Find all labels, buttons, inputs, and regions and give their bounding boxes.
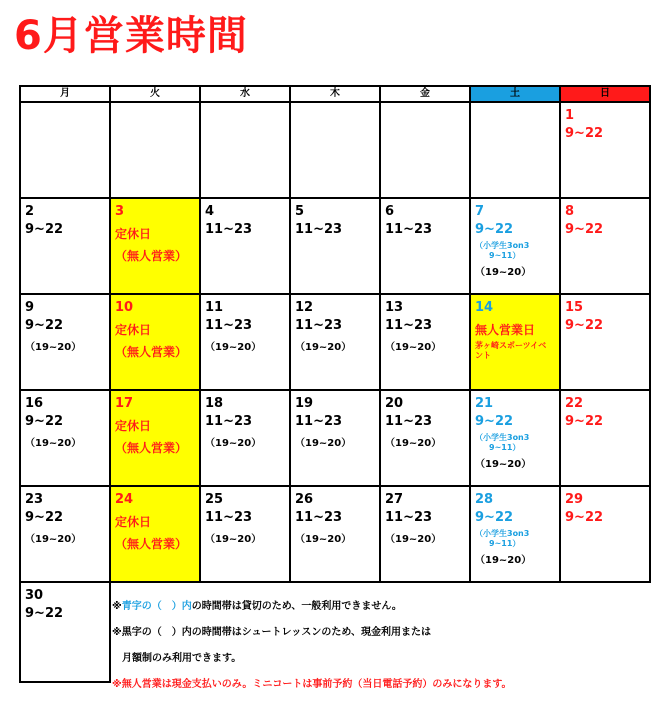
hours-text: 9~22	[565, 510, 604, 525]
day-cell-empty	[110, 102, 200, 198]
week-row-5	[20, 486, 650, 582]
day-number: 16	[25, 396, 44, 411]
day-cell-13	[380, 294, 470, 390]
lesson-time: （19~20）	[25, 438, 82, 449]
day-cell-19	[290, 390, 380, 486]
day-number: 20	[385, 396, 404, 411]
reserved-time: 9~11）	[489, 539, 521, 548]
unmanned-label: （無人営業）	[115, 537, 188, 551]
day-cell-empty	[200, 102, 290, 198]
day-cell-17	[110, 390, 200, 486]
day-number: 8	[565, 204, 575, 219]
week-row-3	[20, 294, 650, 390]
day-cell-empty	[290, 102, 380, 198]
day-cell-26	[290, 486, 380, 582]
day-number: 26	[295, 492, 314, 507]
weekday-tue: 火	[110, 86, 200, 102]
unmanned-day-label: 無人営業日	[475, 323, 536, 337]
day-cell-30	[20, 582, 110, 682]
day-cell-24	[110, 486, 200, 582]
week-row-2	[20, 198, 650, 294]
lesson-time: （19~20）	[295, 342, 352, 353]
hours-text: 11~23	[205, 510, 253, 525]
hours-text: 11~23	[295, 414, 343, 429]
note-line-1: ※青字の（ ）内の時間帯は貸切のため、一般利用できません。	[112, 601, 402, 612]
day-cell-empty	[380, 102, 470, 198]
hours-text: 11~23	[295, 222, 343, 237]
day-number: 18	[205, 396, 224, 411]
day-cell-3	[110, 198, 200, 294]
weekday-mon: 月	[20, 86, 110, 102]
lesson-time: （19~20）	[475, 459, 532, 470]
event-note: 茅ヶ崎スポーツイベ	[475, 341, 547, 350]
lesson-time: （19~20）	[385, 438, 442, 449]
day-cell-18	[200, 390, 290, 486]
unmanned-label: （無人営業）	[115, 249, 188, 263]
day-number: 1	[565, 108, 575, 123]
hours-text: 9~22	[565, 318, 604, 333]
day-cell-28	[470, 486, 560, 582]
day-number: 27	[385, 492, 404, 507]
day-number: 25	[205, 492, 224, 507]
day-number: 11	[205, 300, 224, 315]
day-cell-22	[560, 390, 650, 486]
weekday-thu: 木	[290, 86, 380, 102]
day-cell-20	[380, 390, 470, 486]
day-cell-14	[470, 294, 560, 390]
hours-text: 9~22	[25, 222, 64, 237]
lesson-time: （19~20）	[205, 342, 262, 353]
day-cell-10	[110, 294, 200, 390]
hours-text: 11~23	[295, 510, 343, 525]
day-cell-16	[20, 390, 110, 486]
hours-text: 9~22	[25, 414, 64, 429]
day-number: 30	[25, 588, 44, 603]
unmanned-label: （無人営業）	[115, 441, 188, 455]
note-line-2: ※黒字の（ ）内の時間帯はシュートレッスンのため、現金利用または	[112, 627, 432, 638]
closed-label: 定休日	[115, 515, 152, 529]
day-cell-empty	[20, 102, 110, 198]
day-number: 7	[475, 204, 485, 219]
hours-text: 11~23	[205, 222, 253, 237]
hours-text: 11~23	[205, 414, 253, 429]
day-number: 10	[115, 300, 134, 315]
day-number: 14	[475, 300, 494, 315]
day-number: 22	[565, 396, 584, 411]
lesson-time: （19~20）	[205, 534, 262, 545]
day-number: 3	[115, 204, 125, 219]
closed-label: 定休日	[115, 323, 152, 337]
hours-text: 9~22	[25, 606, 64, 621]
hours-text: 9~22	[475, 510, 514, 525]
day-number: 29	[565, 492, 584, 507]
day-cell-21	[470, 390, 560, 486]
hours-text: 11~23	[205, 318, 253, 333]
day-cell-25	[200, 486, 290, 582]
calendar-table	[19, 85, 651, 683]
hours-text: 11~23	[385, 510, 433, 525]
day-number: 6	[385, 204, 395, 219]
hours-text: 9~22	[25, 510, 64, 525]
hours-text: 9~22	[475, 222, 514, 237]
hours-text: 11~23	[295, 318, 343, 333]
reserved-note: （小学生3on3	[475, 241, 530, 250]
unmanned-label: （無人営業）	[115, 345, 188, 359]
lesson-time: （19~20）	[295, 438, 352, 449]
hours-text: 9~22	[565, 414, 604, 429]
day-number: 4	[205, 204, 215, 219]
closed-label: 定休日	[115, 227, 152, 241]
weekday-header-row	[20, 86, 650, 102]
day-cell-5	[290, 198, 380, 294]
reserved-note: （小学生3on3	[475, 433, 530, 442]
weekday-sat: 土	[470, 86, 560, 102]
day-number: 13	[385, 300, 404, 315]
day-cell-7	[470, 198, 560, 294]
reserved-time: 9~11）	[489, 251, 521, 260]
hours-text: 9~22	[565, 222, 604, 237]
week-row-4	[20, 390, 650, 486]
day-cell-6	[380, 198, 470, 294]
day-cell-12	[290, 294, 380, 390]
lesson-time: （19~20）	[475, 555, 532, 566]
day-number: 12	[295, 300, 314, 315]
week-row-1	[20, 102, 650, 198]
note-line-3: 月額制のみ利用できます。	[122, 653, 242, 664]
reserved-time: 9~11）	[489, 443, 521, 452]
weekday-wed: 水	[200, 86, 290, 102]
day-cell-2	[20, 198, 110, 294]
day-cell-8	[560, 198, 650, 294]
notes-section	[112, 600, 662, 704]
day-number: 15	[565, 300, 584, 315]
lesson-time: （19~20）	[295, 534, 352, 545]
hours-text: 9~22	[25, 318, 64, 333]
day-number: 19	[295, 396, 314, 411]
lesson-time: （19~20）	[385, 534, 442, 545]
lesson-time: （19~20）	[205, 438, 262, 449]
event-note-cont: ント	[475, 351, 491, 360]
hours-text: 11~23	[385, 414, 433, 429]
day-cell-1	[560, 102, 650, 198]
lesson-time: （19~20）	[475, 267, 532, 278]
day-cell-9	[20, 294, 110, 390]
lesson-time: （19~20）	[25, 342, 82, 353]
day-number: 2	[25, 204, 35, 219]
note-blue-text: 青字の（ ）内	[121, 601, 192, 612]
day-cell-11	[200, 294, 290, 390]
day-number: 23	[25, 492, 44, 507]
day-number: 24	[115, 492, 134, 507]
day-number: 17	[115, 396, 134, 411]
weekday-sun: 日	[560, 86, 650, 102]
weekday-fri: 金	[380, 86, 470, 102]
closed-label: 定休日	[115, 419, 152, 433]
day-cell-15	[560, 294, 650, 390]
day-cell-27	[380, 486, 470, 582]
hours-text: 9~22	[565, 126, 604, 141]
hours-text: 11~23	[385, 222, 433, 237]
reserved-note: （小学生3on3	[475, 529, 530, 538]
day-number: 5	[295, 204, 305, 219]
page-title: 6月営業時間	[14, 13, 248, 59]
day-cell-4	[200, 198, 290, 294]
note-line-4: ※無人営業は現金支払いのみ。ミニコートは事前予約（当日電話予約）のみになります。	[112, 679, 512, 690]
hours-text: 11~23	[385, 318, 433, 333]
hours-text: 9~22	[475, 414, 514, 429]
day-cell-empty	[470, 102, 560, 198]
lesson-time: （19~20）	[25, 534, 82, 545]
lesson-time: （19~20）	[385, 342, 442, 353]
day-number: 9	[25, 300, 35, 315]
day-number: 28	[475, 492, 494, 507]
day-cell-23	[20, 486, 110, 582]
day-number: 21	[475, 396, 494, 411]
day-cell-29	[560, 486, 650, 582]
